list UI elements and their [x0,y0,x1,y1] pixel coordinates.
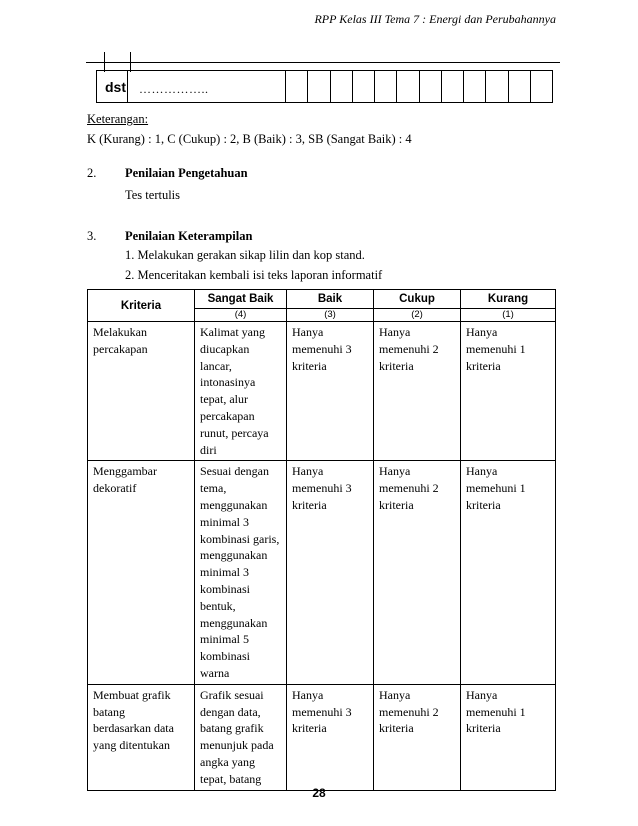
section-2-number: 2. [87,166,97,180]
header-kurang: Kurang [461,290,556,309]
cell-cukup: Hanya memenuhi 2 kriteria [379,464,439,512]
cell-kurang: Hanya memehuni 1 kriteria [466,464,526,512]
cell-sangat-baik: Grafik sesuai dengan data, batang grafik menunjuk pada angka yang tepat, batang [200,687,274,786]
header-rule [86,62,560,63]
table-border-fragment [130,52,131,72]
section-3-number: 3. [87,229,97,243]
keterangan-heading: Keterangan: [87,112,149,126]
keterangan-text: K (Kurang) : 1, C (Cukup) : 2, B (Baik) : 3, SB (Sangat Baik) : 4 [87,132,412,146]
cell-kriteria: Melakukan percakapan [93,325,148,356]
empty-score-cell [374,71,375,102]
cell-baik: Hanya memenuhi 3 kriteria [292,325,352,373]
empty-score-cell [330,71,331,102]
score-cukup: (2) [374,309,461,322]
section-3-title: Penilaian Keterampilan [125,229,253,243]
cell-sangat-baik: Kalimat yang diucapkan lancar, intonasinya tepat, alur percakapan runut, percaya diri [200,325,269,457]
running-header: RPP Kelas III Tema 7 : Energi dan Perubahannya [314,12,556,26]
row-dots: …………….. [139,82,209,96]
empty-score-cell [285,71,286,102]
rubric-table [87,289,556,791]
empty-score-cell [463,71,464,102]
section-2-title: Penilaian Pengetahuan [125,166,248,180]
cell-kriteria: Membuat grafik batang berdasarkan data yang ditentukan [93,687,174,753]
empty-score-cell [419,71,420,102]
cell-baik: Hanya memenuhi 3 kriteria [292,687,352,736]
table-row [88,684,556,790]
page-number: 28 [312,786,326,800]
score-kurang: (1) [461,309,556,322]
score-table-row [96,70,553,103]
empty-score-cell [307,71,308,102]
header-cukup: Cukup [374,290,461,309]
cell-kurang: Hanya memenuhi 1 kriteria [466,325,526,373]
header-baik: Baik [287,290,374,309]
score-baik: (3) [287,309,374,322]
empty-score-cell [396,71,397,102]
section-3-item: 1. Melakukan gerakan sikap lilin dan kop stand. [125,248,365,262]
empty-score-cell [352,71,353,102]
cell-divider [127,71,128,102]
cell-cukup: Hanya memenuhi 2 kriteria [379,325,439,373]
cell-cukup: Hanya memenuhi 2 kriteria [379,687,439,736]
cell-kriteria: Menggambar dekoratif [93,464,157,496]
header-kriteria: Kriteria [88,290,195,322]
empty-score-cell [508,71,509,102]
score-sangat-baik: (4) [195,309,287,322]
empty-score-cell [441,71,442,102]
empty-score-cell [485,71,486,102]
section-2-body: Tes tertulis [125,188,181,202]
header-sangat-baik: Sangat Baik [195,290,287,309]
cell-baik: Hanya memenuhi 3 kriteria [292,464,352,512]
table-row [88,322,556,461]
row-label: dst [105,79,126,95]
table-border-fragment [104,52,105,72]
table-row [88,461,556,684]
cell-kurang: Hanya memenuhi 1 kriteria [466,687,526,736]
section-3-item: 2. Menceritakan kembali isi teks laporan informatif [125,268,383,282]
cell-sangat-baik: Sesuai dengan tema, menggunakan minimal 3 kombinasi garis, menggunakan minimal 3 kombinasi bentuk, menggunakan minimal 5 kombinasi warna [200,464,280,680]
empty-score-cell [530,71,531,102]
